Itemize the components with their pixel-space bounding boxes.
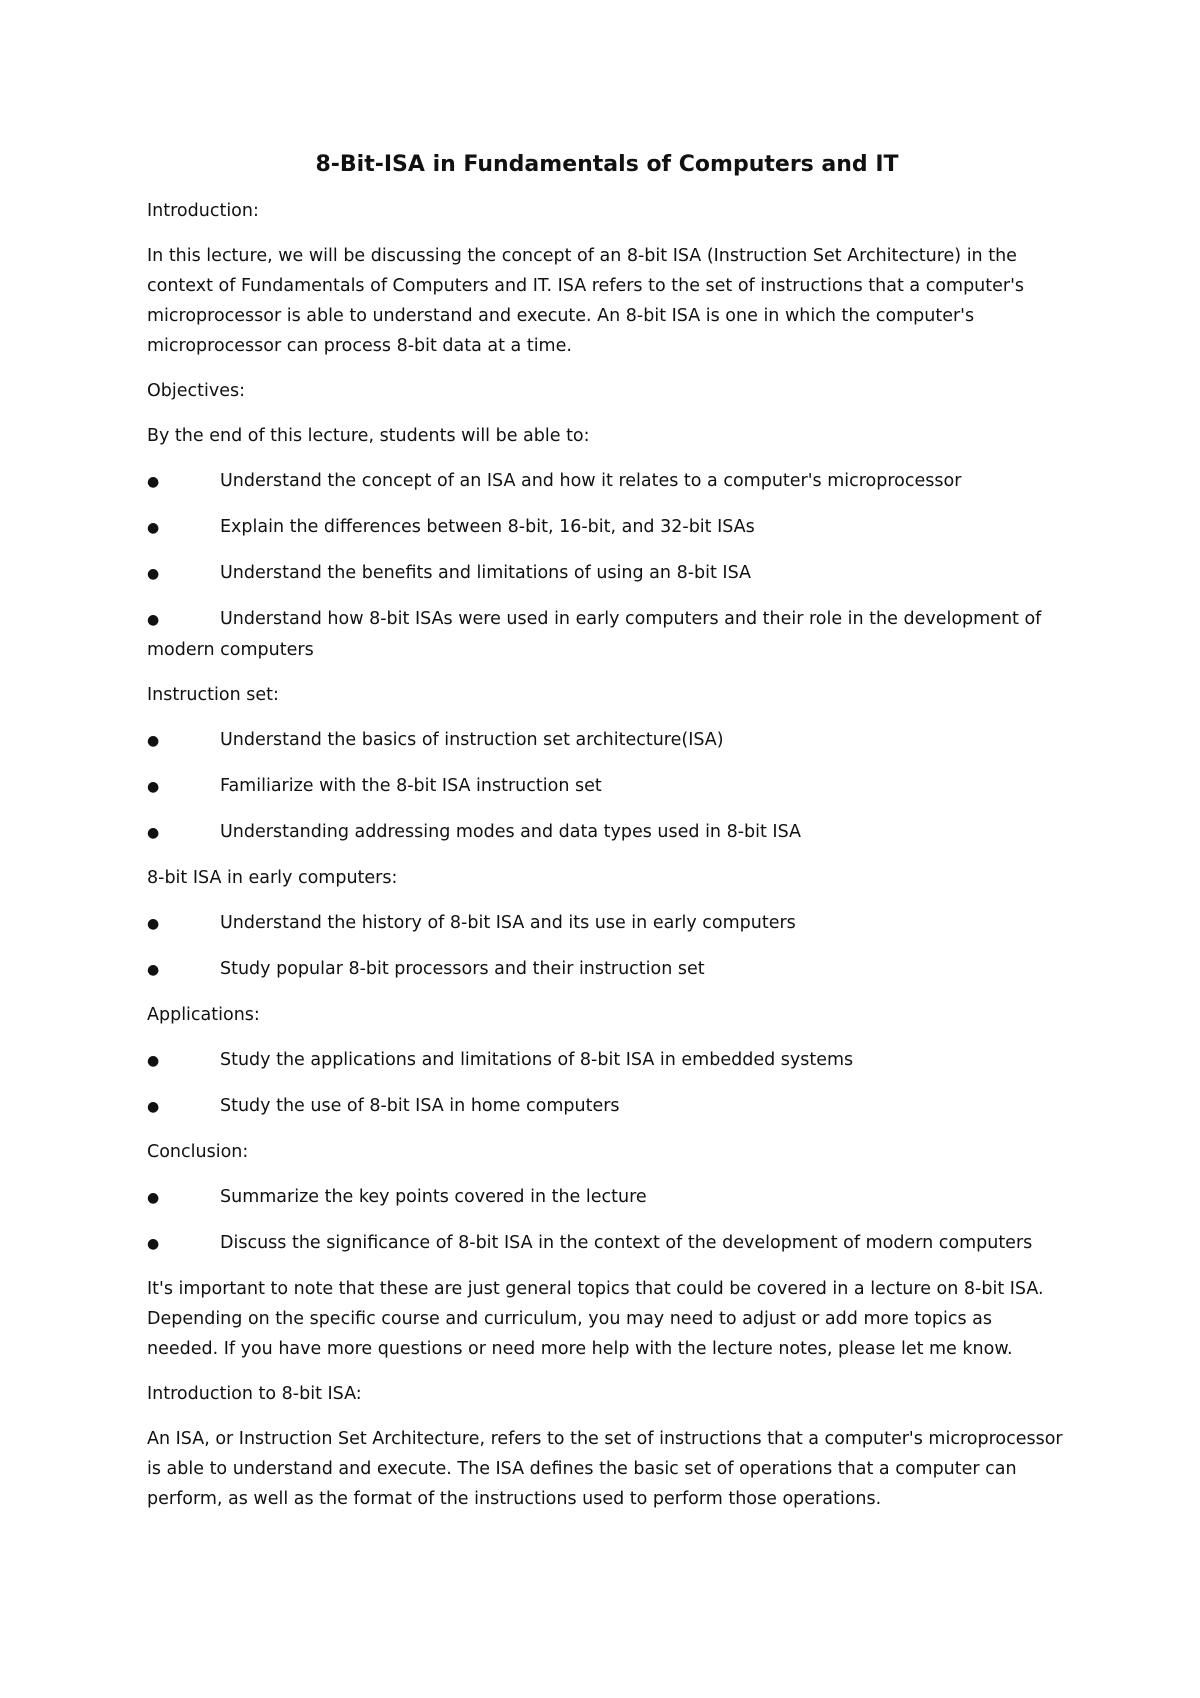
list-item — [147, 604, 1067, 665]
objectives-intro: By the end of this lecture, students will be able to: — [147, 426, 590, 446]
intro-8bit-heading: Introduction to 8-bit ISA: — [147, 1384, 362, 1404]
list-item-text: Study the use of 8-bit ISA in home computers — [220, 1096, 620, 1116]
list-item — [147, 771, 1067, 802]
list-item-text: Study the applications and limitations of 8-bit ISA in embedded systems — [220, 1050, 854, 1070]
early-computers-list — [147, 908, 1067, 985]
list-item — [147, 1228, 1067, 1259]
objectives-list — [147, 466, 1067, 665]
list-item — [147, 1182, 1067, 1213]
conclusion-list — [147, 1182, 1067, 1259]
list-item — [147, 512, 1067, 543]
document-title: 8-Bit-ISA in Fundamentals of Computers and IT — [315, 152, 899, 177]
conclusion-note: It's important to note that these are just general topics that could be covered in a lecture on 8-bit ISA. Depending on the specific course and curriculum, you may need to adjust or add more topics as needed. If you have more questions or need more help with the lecture notes, please let me know. — [147, 1279, 1044, 1359]
list-item — [147, 1091, 1067, 1122]
instruction-set-heading: Instruction set: — [147, 685, 279, 705]
bullet-icon: ● — [147, 474, 160, 490]
bullet-icon: ● — [147, 1190, 160, 1206]
list-item-text: Study popular 8-bit processors and their instruction set — [220, 959, 705, 979]
early-computers-heading: 8-bit ISA in early computers: — [147, 868, 398, 888]
bullet-icon: ● — [147, 962, 160, 978]
conclusion-heading: Conclusion: — [147, 1142, 249, 1162]
bullet-icon: ● — [147, 612, 160, 628]
bullet-icon: ● — [147, 825, 160, 841]
list-item — [147, 558, 1067, 589]
list-item-text: Explain the differences between 8-bit, 16-bit, and 32-bit ISAs — [220, 517, 755, 537]
list-item-text: Understand the basics of instruction set architecture(ISA) — [220, 730, 724, 750]
introduction-heading: Introduction: — [147, 201, 259, 221]
intro-8bit-paragraph: An ISA, or Instruction Set Architecture, refers to the set of instructions that a computer's microprocessor is able to understand and execute. The ISA defines the basic set of operations that a computer can perform, as well as the format of the instructions used to perform those operations. — [147, 1429, 1063, 1509]
bullet-icon: ● — [147, 733, 160, 749]
objectives-heading: Objectives: — [147, 381, 245, 401]
introduction-paragraph: In this lecture, we will be discussing the concept of an 8-bit ISA (Instruction Set Architecture) in the context of Fundamentals of Computers and IT. ISA refers to the set of instructions that a computer's microprocessor is able to understand and execute. An 8-bit ISA is one in which the computer's microprocessor can process 8-bit data at a time. — [147, 246, 1025, 356]
document-page — [147, 150, 1067, 1529]
bullet-icon: ● — [147, 916, 160, 932]
bullet-icon: ● — [147, 1053, 160, 1069]
list-item-text: Discuss the significance of 8-bit ISA in the context of the development of modern computers — [220, 1233, 1033, 1253]
list-item-text: Summarize the key points covered in the lecture — [220, 1187, 647, 1207]
bullet-icon: ● — [147, 520, 160, 536]
list-item — [147, 908, 1067, 939]
bullet-icon: ● — [147, 1099, 160, 1115]
list-item — [147, 1045, 1067, 1076]
list-item — [147, 466, 1067, 497]
list-item-text: Understand the benefits and limitations of using an 8-bit ISA — [220, 563, 751, 583]
list-item — [147, 954, 1067, 985]
instruction-set-list — [147, 725, 1067, 848]
bullet-icon: ● — [147, 566, 160, 582]
list-item-text: Familiarize with the 8-bit ISA instruction set — [220, 776, 602, 796]
list-item-text: Understand the history of 8-bit ISA and its use in early computers — [220, 913, 796, 933]
bullet-icon: ● — [147, 1236, 160, 1252]
bullet-icon: ● — [147, 779, 160, 795]
applications-heading: Applications: — [147, 1005, 260, 1025]
list-item — [147, 725, 1067, 756]
list-item — [147, 817, 1067, 848]
applications-list — [147, 1045, 1067, 1122]
list-item-text: Understand how 8-bit ISAs were used in early computers and their role in the development of modern computers — [147, 609, 1042, 660]
list-item-text: Understand the concept of an ISA and how it relates to a computer's microprocessor — [220, 471, 962, 491]
list-item-text: Understanding addressing modes and data types used in 8-bit ISA — [220, 822, 801, 842]
